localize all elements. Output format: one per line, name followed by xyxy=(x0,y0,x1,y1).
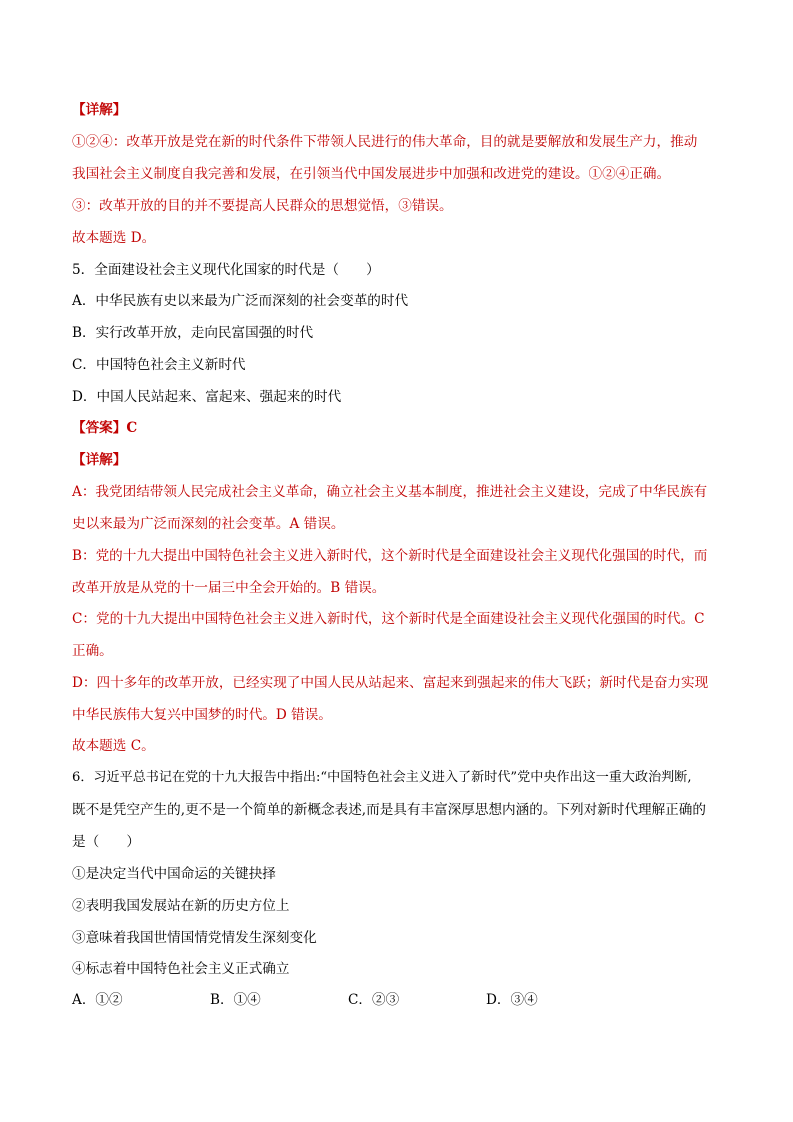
q6-option-d: D．③④ xyxy=(486,992,538,1008)
q5-option-a: A．中华民族有史以来最为广泛而深刻的社会变革的时代 xyxy=(72,293,409,309)
answer-tag: 【答案】C xyxy=(72,420,138,436)
conclusion-line: 故本题选 D。 xyxy=(72,230,156,246)
question-5-stem: 5．全面建设社会主义现代化国家的时代是（ ） xyxy=(72,262,380,278)
explanation-line: 改革开放是从党的十一届三中全会开始的。B 错误。 xyxy=(72,580,386,596)
q6-option-c: C．②③ xyxy=(348,992,400,1008)
q6-option-a: A．①② xyxy=(72,992,123,1008)
q5-option-d: D．中国人民站起来、富起来、强起来的时代 xyxy=(72,389,342,405)
q6-statement: ④标志着中国特色社会主义正式确立 xyxy=(72,961,290,977)
explanation-line: 正确。 xyxy=(72,643,113,659)
question-6-stem: 是（ ） xyxy=(72,834,140,850)
q5-option-c: C．中国特色社会主义新时代 xyxy=(72,357,246,373)
conclusion-line: 故本题选 C。 xyxy=(72,738,155,754)
detail-tag: 【详解】 xyxy=(72,452,127,468)
explanation-line: B：党的十九大提出中国特色社会主义进入新时代，这个新时代是全面建设社会主义现代化强国的时代，而 xyxy=(72,548,708,564)
explanation-line: ③：改革开放的目的并不要提高人民群众的思想觉悟，③错误。 xyxy=(72,198,453,214)
q6-option-b: B．①④ xyxy=(210,992,261,1008)
q6-statement: ③意味着我国世情国情党情发生深刻变化 xyxy=(72,930,317,946)
q6-options-row xyxy=(72,990,672,1010)
explanation-line: 中华民族伟大复兴中国梦的时代。D 错误。 xyxy=(72,707,332,723)
explanation-line: 史以来最为广泛而深刻的社会变革。A 错误。 xyxy=(72,516,345,532)
q5-option-b: B．实行改革开放，走向民富国强的时代 xyxy=(72,325,314,341)
detail-tag: 【详解】 xyxy=(72,102,127,118)
explanation-line: C：党的十九大提出中国特色社会主义进入新时代，这个新时代是全面建设社会主义现代化强国的时代。C xyxy=(72,611,705,627)
explanation-line: A：我党团结带领人民完成社会主义革命，确立社会主义基本制度，推进社会主义建设，完成了中华民族有 xyxy=(72,484,708,500)
q6-statement: ②表明我国发展站在新的历史方位上 xyxy=(72,898,290,914)
question-6-stem: 既不是凭空产生的,更不是一个简单的新概念表述,而是具有丰富深厚思想内涵的。下列对新时代理解正确的 xyxy=(72,802,706,818)
explanation-line: D：四十多年的改革开放，已经实现了中国人民从站起来、富起来到强起来的伟大飞跃；新时代是奋力实现 xyxy=(72,675,709,691)
explanation-line: 我国社会主义制度自我完善和发展，在引领当代中国发展进步中加强和改进党的建设。①②④正确。 xyxy=(72,166,671,182)
question-6-stem: 6．习近平总书记在党的十九大报告中指出:“中国特色社会主义进入了新时代”党中央作出这一重大政治判断, xyxy=(72,770,692,785)
q6-statement: ①是决定当代中国命运的关键抉择 xyxy=(72,866,276,882)
explanation-line: ①②④：改革开放是党在新的时代条件下带领人民进行的伟大革命，目的就是要解放和发展生产力，推动 xyxy=(72,134,698,150)
